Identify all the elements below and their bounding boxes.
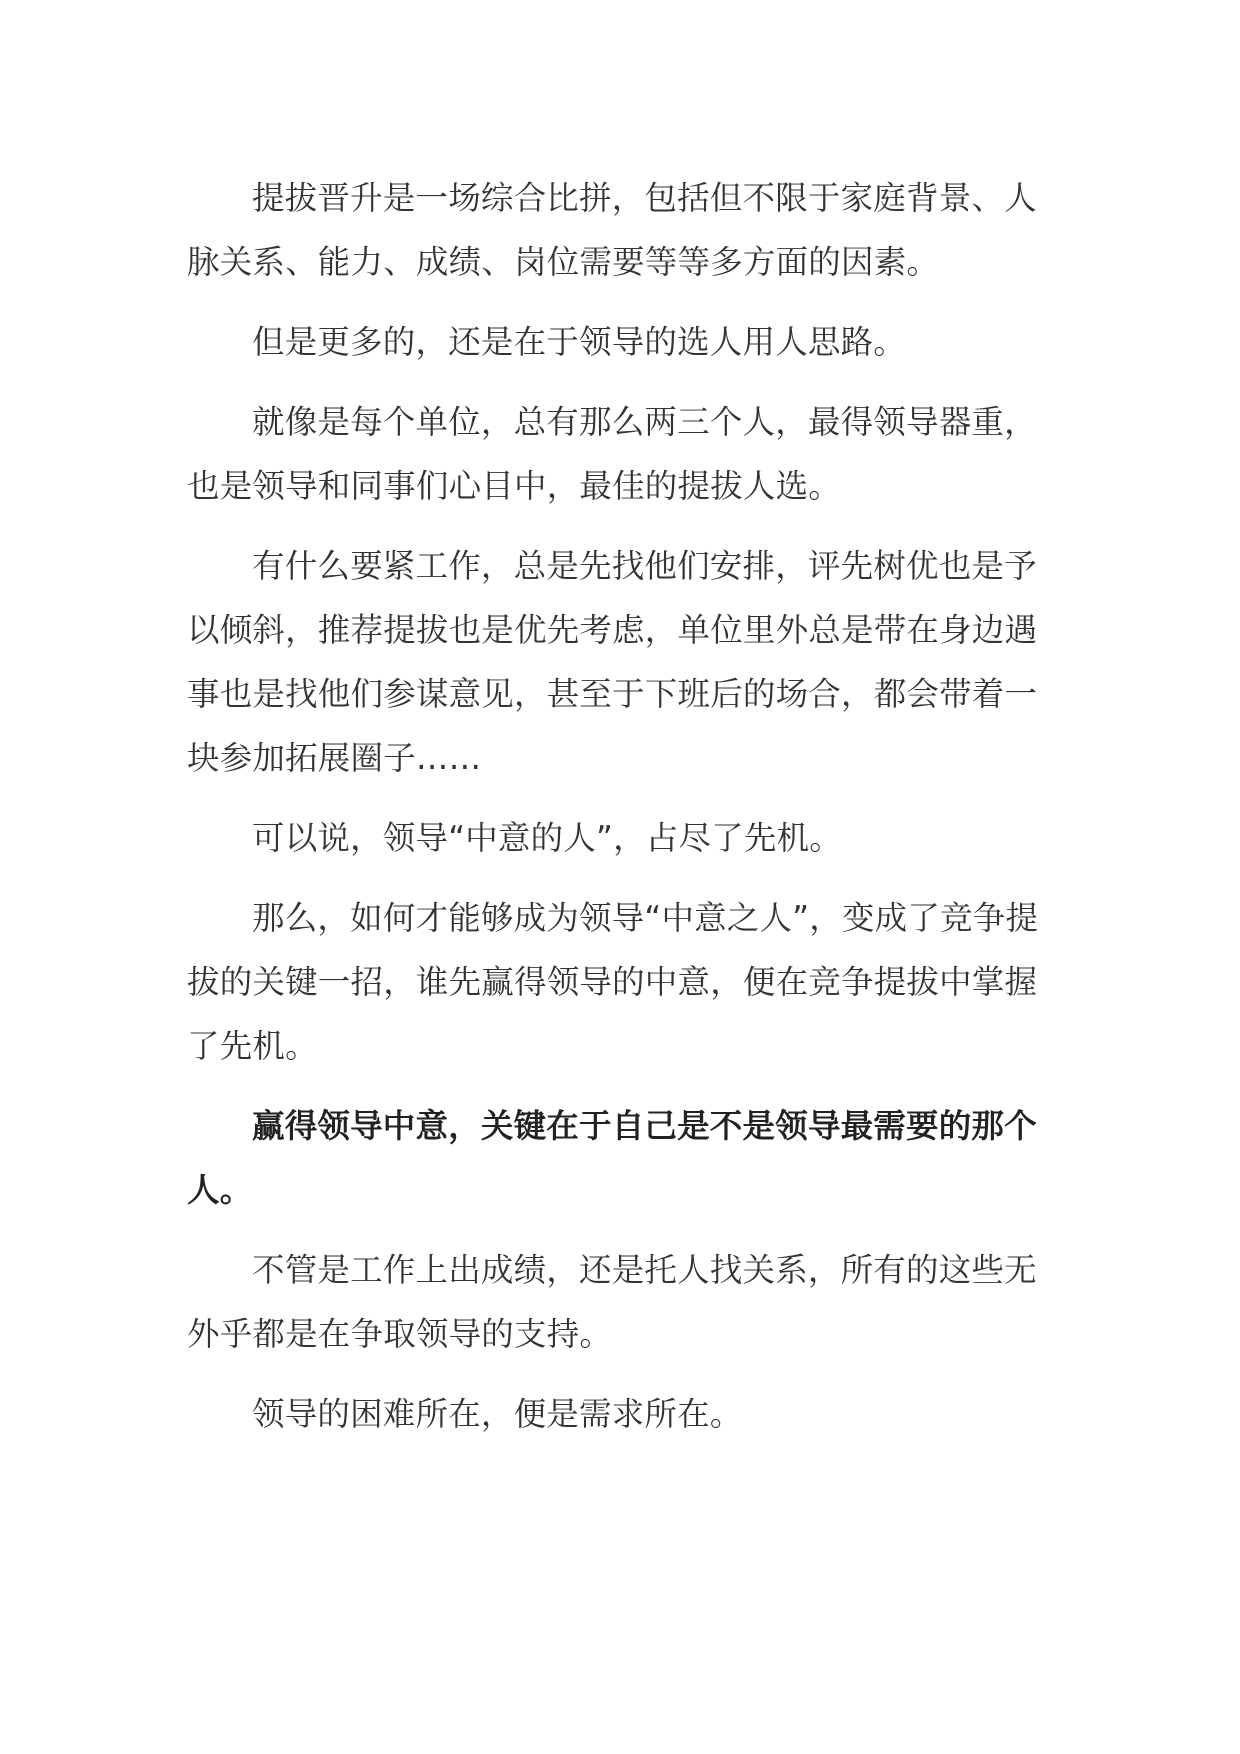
paragraph-6: 那么，如何才能够成为领导“中意之人”，变成了竞争提拔的关键一招，谁先赢得领导的中意，便在竞争提拔中掌握了先机。 (187, 899, 1039, 1065)
paragraph-2: 但是更多的，还是在于领导的选人用人思路。 (252, 323, 907, 361)
paragraph-1: 提拔晋升是一场综合比拼，包括但不限于家庭背景、人脉关系、能力、成绩、岗位需要等等多方面的因素。 (187, 179, 1037, 281)
paragraph-3: 就像是每个单位，总有那么两三个人，最得领导器重，也是领导和同事们心目中，最佳的提拔人选。 (187, 403, 1037, 505)
article-body (187, 166, 1053, 1462)
paragraph-8: 不管是工作上出成绩，还是托人找关系，所有的这些无外乎都是在争取领导的支持。 (187, 1251, 1037, 1353)
paragraph-7-emphasis: 赢得领导中意，关键在于自己是不是领导最需要的那个人。 (187, 1107, 1037, 1209)
paragraph-5: 可以说，领导“中意的人”，占尽了先机。 (252, 819, 842, 857)
paragraph-4: 有什么要紧工作，总是先找他们安排，评先树优也是予以倾斜，推荐提拔也是优先考虑，单位里外总是带在身边遇事也是找他们参谋意见，甚至于下班后的场合，都会带着一块参加拓展圈子…… (187, 547, 1038, 777)
paragraph-9: 领导的困难所在，便是需求所在。 (252, 1395, 743, 1433)
